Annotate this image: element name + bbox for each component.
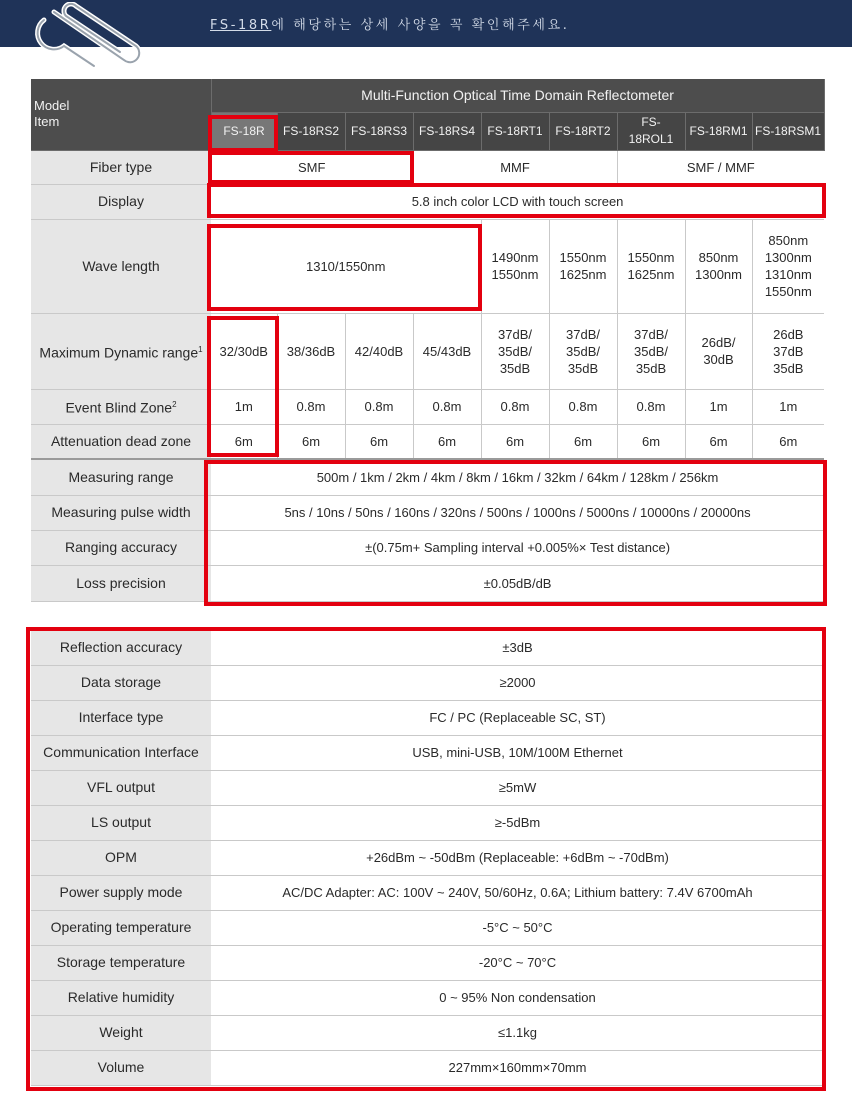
footnote-marker: 1: [198, 344, 203, 354]
model-fs-18rs4: FS-18RS4: [413, 112, 481, 150]
row-attenuation-dead-zone: [31, 424, 824, 459]
spec-label: Data storage: [31, 665, 211, 700]
row-display: [31, 184, 824, 219]
spec-label: Operating temperature: [31, 910, 211, 945]
spec-table-primary: [31, 79, 825, 602]
label-pulse-width: Measuring pulse width: [31, 495, 211, 530]
dynamic-range-value: 26dB/ 30dB: [685, 313, 752, 389]
model-link[interactable]: FS-18R: [210, 18, 272, 33]
spec-value: -5°C ~ 50°C: [211, 910, 824, 945]
spec-row: [31, 945, 824, 980]
label-loss-precision: Loss precision: [31, 565, 211, 601]
row-event-blind-zone: [31, 389, 824, 424]
wave-length-value: 1490nm 1550nm: [481, 219, 549, 313]
spec-row: [31, 735, 824, 770]
row-loss-precision: [31, 565, 824, 601]
spec-label: Storage temperature: [31, 945, 211, 980]
spec-row: [31, 665, 824, 700]
spec-label: LS output: [31, 805, 211, 840]
label-ranging-accuracy: Ranging accuracy: [31, 530, 211, 565]
label-event-blind-zone: [31, 389, 211, 424]
row-wave-length: [31, 219, 824, 313]
spec-label: Interface type: [31, 700, 211, 735]
label-text: Maximum Dynamic range: [39, 344, 199, 361]
label-wave-length: Wave length: [31, 219, 211, 313]
spec-row: [31, 700, 824, 735]
dynamic-range-value: 37dB/ 35dB/ 35dB: [617, 313, 685, 389]
dynamic-range-value: 26dB 37dB 35dB: [752, 313, 824, 389]
row-ranging-accuracy: [31, 530, 824, 565]
spec-value: ≥5mW: [211, 770, 824, 805]
spec-label: Reflection accuracy: [31, 630, 211, 665]
corner-item: Item: [34, 114, 60, 130]
spec-value: 227mm×160mm×70mm: [211, 1050, 824, 1085]
model-fs-18rol1: FS-18ROL1: [617, 112, 685, 150]
spec-value: +26dBm ~ -50dBm (Replaceable: +6dBm ~ -70dBm): [211, 840, 824, 875]
dynamic-range-value: 37dB/ 35dB/ 35dB: [549, 313, 617, 389]
measuring-range-value: 500m / 1km / 2km / 4km / 8km / 16km / 32km / 64km / 128km / 256km: [211, 459, 824, 495]
spec-row: [31, 1015, 824, 1050]
attenuation-dead-zone-value: 6m: [277, 424, 345, 459]
attenuation-dead-zone-value: 6m: [211, 424, 277, 459]
display-value: 5.8 inch color LCD with touch screen: [211, 184, 824, 219]
spec-value: USB, mini-USB, 10M/100M Ethernet: [211, 735, 824, 770]
model-fs-18rs2: FS-18RS2: [277, 112, 345, 150]
event-blind-zone-value: 0.8m: [481, 389, 549, 424]
label-measuring-range: Measuring range: [31, 459, 211, 495]
event-blind-zone-value: 1m: [211, 389, 277, 424]
spec-value: -20°C ~ 70°C: [211, 945, 824, 980]
spec-label: Communication Interface: [31, 735, 211, 770]
spec-row: [31, 1050, 824, 1085]
spec-label: Relative humidity: [31, 980, 211, 1015]
spec-value: 0 ~ 95% Non condensation: [211, 980, 824, 1015]
spec-value: ≥2000: [211, 665, 824, 700]
fiber-type-smf-mmf: SMF / MMF: [617, 150, 824, 184]
fiber-type-mmf: MMF: [413, 150, 617, 184]
spec-value: ±3dB: [211, 630, 824, 665]
spec-value: ≥-5dBm: [211, 805, 824, 840]
attenuation-dead-zone-value: 6m: [345, 424, 413, 459]
event-blind-zone-value: 0.8m: [277, 389, 345, 424]
label-text: Event Blind Zone: [65, 399, 173, 416]
spec-label: OPM: [31, 840, 211, 875]
wave-length-value: 1550nm 1625nm: [549, 219, 617, 313]
dynamic-range-value: 45/43dB: [413, 313, 481, 389]
wave-length-value: 1310/1550nm: [211, 219, 481, 313]
spec-value: AC/DC Adapter: AC: 100V ~ 240V, 50/60Hz, 0.6A; Lithium battery: 7.4V 6700mAh: [211, 875, 824, 910]
label-attenuation-dead-zone: Attenuation dead zone: [31, 424, 211, 459]
attenuation-dead-zone-value: 6m: [481, 424, 549, 459]
model-fs-18rm1: FS-18RM1: [685, 112, 752, 150]
event-blind-zone-value: 0.8m: [617, 389, 685, 424]
label-fiber-type: Fiber type: [31, 150, 211, 184]
spec-table-secondary-body: [31, 630, 824, 1085]
dynamic-range-value: 42/40dB: [345, 313, 413, 389]
model-item-corner: [31, 79, 211, 150]
model-fs-18rt1: FS-18RT1: [481, 112, 549, 150]
notice-message: 에 해당하는 상세 사양을 꼭 확인해주세요.: [271, 18, 570, 33]
footnote-marker: 2: [172, 400, 177, 410]
spec-label: Power supply mode: [31, 875, 211, 910]
spec-value: FC / PC (Replaceable SC, ST): [211, 700, 824, 735]
spec-row: [31, 770, 824, 805]
table-title: Multi-Function Optical Time Domain Reflectometer: [211, 79, 824, 112]
attenuation-dead-zone-value: 6m: [549, 424, 617, 459]
dynamic-range-value: 38/36dB: [277, 313, 345, 389]
spec-label: Weight: [31, 1015, 211, 1050]
pulse-width-value: 5ns / 10ns / 50ns / 160ns / 320ns / 500ns / 1000ns / 5000ns / 10000ns / 20000ns: [211, 495, 824, 530]
wave-length-value: 850nm 1300nm: [685, 219, 752, 313]
model-fs-18r: FS-18R: [211, 112, 277, 150]
spec-row: [31, 980, 824, 1015]
spec-label: Volume: [31, 1050, 211, 1085]
spec-row: [31, 805, 824, 840]
attenuation-dead-zone-value: 6m: [413, 424, 481, 459]
attenuation-dead-zone-value: 6m: [685, 424, 752, 459]
ranging-accuracy-value: ±(0.75m+ Sampling interval +0.005%× Test distance): [211, 530, 824, 565]
row-fiber-type: [31, 150, 824, 184]
spec-row: [31, 630, 824, 665]
dynamic-range-value: 37dB/ 35dB/ 35dB: [481, 313, 549, 389]
row-pulse-width: [31, 495, 824, 530]
model-fs-18rt2: FS-18RT2: [549, 112, 617, 150]
dynamic-range-value: 32/30dB: [211, 313, 277, 389]
event-blind-zone-value: 0.8m: [413, 389, 481, 424]
event-blind-zone-value: 0.8m: [345, 389, 413, 424]
attenuation-dead-zone-value: 6m: [617, 424, 685, 459]
label-dynamic-range: [31, 313, 211, 389]
row-measuring-range: [31, 459, 824, 495]
spec-row: [31, 910, 824, 945]
model-fs-18rsm1: FS-18RSM1: [752, 112, 824, 150]
loss-precision-value: ±0.05dB/dB: [211, 565, 824, 601]
event-blind-zone-value: 0.8m: [549, 389, 617, 424]
notice-text: [210, 14, 569, 33]
wave-length-value: 1550nm 1625nm: [617, 219, 685, 313]
model-fs-18rs3: FS-18RS3: [345, 112, 413, 150]
label-display: Display: [31, 184, 211, 219]
attenuation-dead-zone-value: 6m: [752, 424, 824, 459]
spec-table-secondary: [31, 630, 824, 1086]
row-dynamic-range: [31, 313, 824, 389]
event-blind-zone-value: 1m: [752, 389, 824, 424]
event-blind-zone-value: 1m: [685, 389, 752, 424]
header-title-row: [31, 79, 824, 112]
paperclip-icon: [24, 2, 144, 74]
spec-row: [31, 840, 824, 875]
spec-row: [31, 875, 824, 910]
corner-model: Model: [34, 98, 70, 114]
wave-length-value: 850nm 1300nm 1310nm 1550nm: [752, 219, 824, 313]
fiber-type-smf: SMF: [211, 150, 413, 184]
spec-value: ≤1.1kg: [211, 1015, 824, 1050]
spec-label: VFL output: [31, 770, 211, 805]
